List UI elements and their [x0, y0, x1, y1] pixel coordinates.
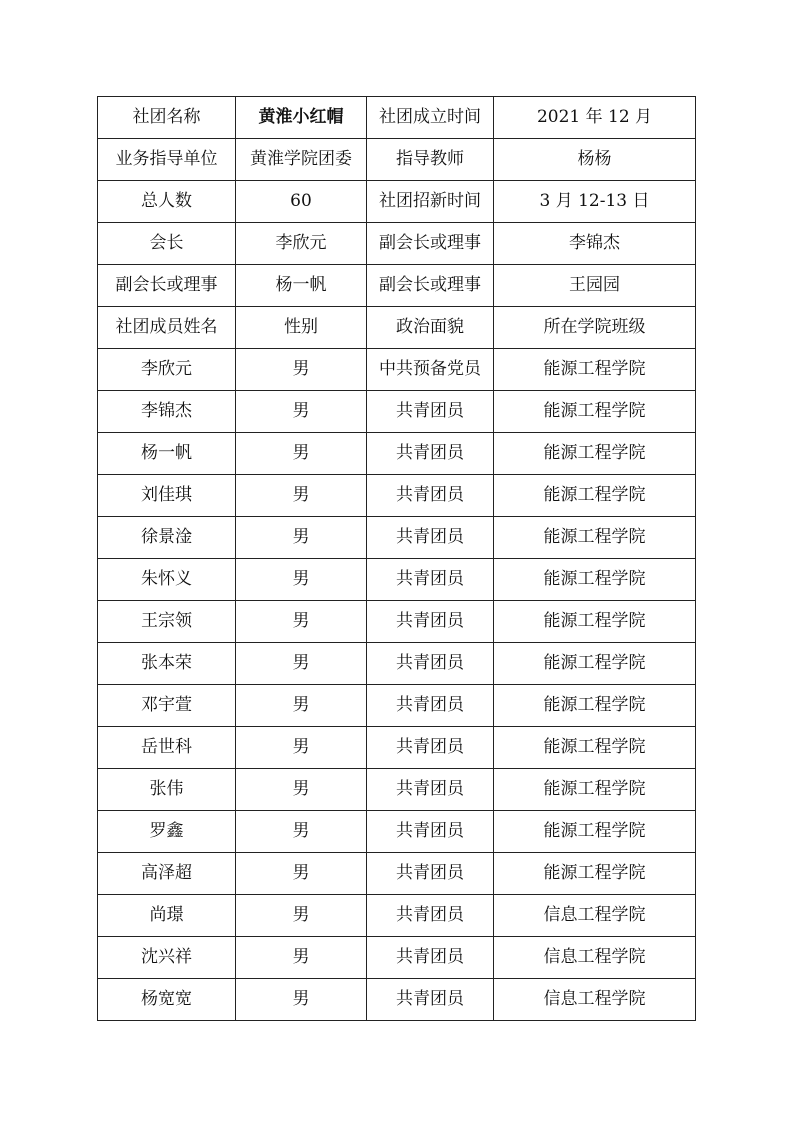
member-gender: 男	[236, 601, 367, 643]
member-gender: 男	[236, 853, 367, 895]
table-row	[98, 937, 696, 979]
member-name: 朱怀义	[98, 559, 236, 601]
member-gender: 男	[236, 349, 367, 391]
advisor-label: 指导教师	[367, 139, 494, 181]
table-row	[98, 979, 696, 1021]
political-status-header: 政治面貌	[367, 307, 494, 349]
info-row	[98, 181, 696, 223]
supervisor-unit-value: 黄淮学院团委	[236, 139, 367, 181]
table-row	[98, 769, 696, 811]
member-name: 刘佳琪	[98, 475, 236, 517]
club-info-table	[97, 96, 696, 1021]
member-political-status: 中共预备党员	[367, 349, 494, 391]
member-college: 能源工程学院	[494, 517, 696, 559]
member-political-status: 共青团员	[367, 517, 494, 559]
table-row	[98, 853, 696, 895]
member-political-status: 共青团员	[367, 979, 494, 1021]
member-political-status: 共青团员	[367, 559, 494, 601]
member-college: 能源工程学院	[494, 601, 696, 643]
recruitment-time-label: 社团招新时间	[367, 181, 494, 223]
table-row	[98, 811, 696, 853]
vice-president-label: 副会长或理事	[98, 265, 236, 307]
vice-president-label: 副会长或理事	[367, 223, 494, 265]
member-gender: 男	[236, 937, 367, 979]
member-name: 岳世科	[98, 727, 236, 769]
table-row	[98, 559, 696, 601]
president-label: 会长	[98, 223, 236, 265]
member-gender: 男	[236, 517, 367, 559]
member-name: 张本荣	[98, 643, 236, 685]
member-name: 张伟	[98, 769, 236, 811]
member-college: 能源工程学院	[494, 349, 696, 391]
table-row	[98, 685, 696, 727]
info-row	[98, 223, 696, 265]
member-gender: 男	[236, 559, 367, 601]
table-row	[98, 475, 696, 517]
vice-president-value: 杨一帆	[236, 265, 367, 307]
member-gender: 男	[236, 727, 367, 769]
member-name: 王宗领	[98, 601, 236, 643]
member-political-status: 共青团员	[367, 601, 494, 643]
member-political-status: 共青团员	[367, 643, 494, 685]
member-college: 信息工程学院	[494, 979, 696, 1021]
member-gender: 男	[236, 685, 367, 727]
info-row	[98, 139, 696, 181]
table-row	[98, 601, 696, 643]
member-gender: 男	[236, 391, 367, 433]
member-political-status: 共青团员	[367, 811, 494, 853]
member-college: 能源工程学院	[494, 391, 696, 433]
member-college: 能源工程学院	[494, 853, 696, 895]
member-political-status: 共青团员	[367, 853, 494, 895]
member-college: 能源工程学院	[494, 643, 696, 685]
member-gender: 男	[236, 811, 367, 853]
table-row	[98, 391, 696, 433]
member-political-status: 共青团员	[367, 895, 494, 937]
member-college: 信息工程学院	[494, 937, 696, 979]
member-college: 能源工程学院	[494, 559, 696, 601]
vice-president-label: 副会长或理事	[367, 265, 494, 307]
member-gender: 男	[236, 433, 367, 475]
member-name: 杨一帆	[98, 433, 236, 475]
table-row	[98, 433, 696, 475]
member-name: 徐景淦	[98, 517, 236, 559]
recruitment-time-value: 3 月 12-13 日	[494, 181, 696, 223]
info-row	[98, 265, 696, 307]
gender-header: 性别	[236, 307, 367, 349]
club-name-value: 黄淮小红帽	[236, 97, 367, 139]
member-name: 杨宽宽	[98, 979, 236, 1021]
member-political-status: 共青团员	[367, 475, 494, 517]
member-gender: 男	[236, 895, 367, 937]
member-political-status: 共青团员	[367, 937, 494, 979]
club-name-label: 社团名称	[98, 97, 236, 139]
member-college: 能源工程学院	[494, 685, 696, 727]
founded-label: 社团成立时间	[367, 97, 494, 139]
member-college: 信息工程学院	[494, 895, 696, 937]
total-members-value: 60	[236, 181, 367, 223]
member-registration-sheet	[97, 96, 696, 1021]
president-value: 李欣元	[236, 223, 367, 265]
college-class-header: 所在学院班级	[494, 307, 696, 349]
member-college: 能源工程学院	[494, 769, 696, 811]
advisor-value: 杨杨	[494, 139, 696, 181]
table-row	[98, 643, 696, 685]
member-name: 罗鑫	[98, 811, 236, 853]
members-header-row	[98, 307, 696, 349]
table-row	[98, 895, 696, 937]
member-political-status: 共青团员	[367, 769, 494, 811]
table-row	[98, 349, 696, 391]
table-row	[98, 727, 696, 769]
member-college: 能源工程学院	[494, 727, 696, 769]
member-gender: 男	[236, 979, 367, 1021]
member-college: 能源工程学院	[494, 811, 696, 853]
member-political-status: 共青团员	[367, 685, 494, 727]
vice-president-value: 李锦杰	[494, 223, 696, 265]
founded-value: 2021 年 12 月	[494, 97, 696, 139]
member-name: 李锦杰	[98, 391, 236, 433]
member-gender: 男	[236, 769, 367, 811]
supervisor-unit-label: 业务指导单位	[98, 139, 236, 181]
member-name: 尚璟	[98, 895, 236, 937]
member-college: 能源工程学院	[494, 433, 696, 475]
member-political-status: 共青团员	[367, 433, 494, 475]
member-name-header: 社团成员姓名	[98, 307, 236, 349]
member-college: 能源工程学院	[494, 475, 696, 517]
member-political-status: 共青团员	[367, 727, 494, 769]
member-name: 邓宇萱	[98, 685, 236, 727]
member-name: 李欣元	[98, 349, 236, 391]
member-gender: 男	[236, 643, 367, 685]
info-row	[98, 97, 696, 139]
member-political-status: 共青团员	[367, 391, 494, 433]
member-gender: 男	[236, 475, 367, 517]
table-row	[98, 517, 696, 559]
member-name: 沈兴祥	[98, 937, 236, 979]
total-members-label: 总人数	[98, 181, 236, 223]
member-name: 高泽超	[98, 853, 236, 895]
vice-president-value: 王园园	[494, 265, 696, 307]
